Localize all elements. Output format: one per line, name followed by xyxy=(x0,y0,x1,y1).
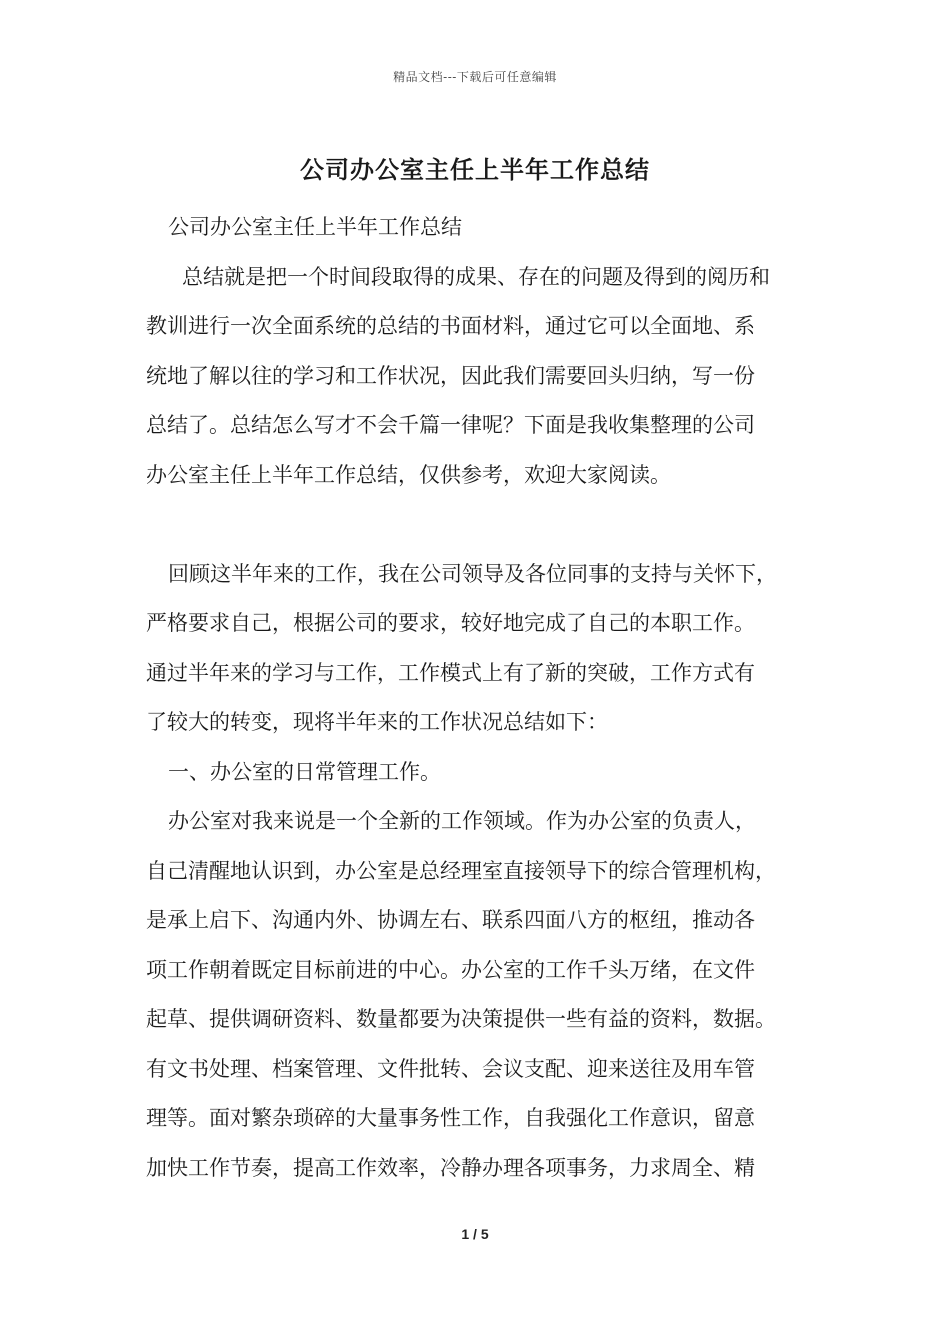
paragraph-line: 办公室主任上半年工作总结，仅供参考，欢迎大家阅读。 xyxy=(146,462,671,487)
paragraph-line: 回顾这半年来的工作，我在公司领导及各位同事的支持与关怀下， xyxy=(168,561,777,586)
paragraph-line: 了较大的转变，现将半年来的工作状况总结如下： xyxy=(146,710,608,734)
section-heading: 一、办公室的日常管理工作。 xyxy=(168,759,441,784)
paragraph-line: 办公室对我来说是一个全新的工作领域。作为办公室的负责人， xyxy=(168,809,756,833)
paragraph-line: 严格要求自己，根据公司的要求，较好地完成了自己的本职工作。 xyxy=(146,611,755,635)
paragraph-line: 理等。面对繁杂琐碎的大量事务性工作，自我强化工作意识，留意 xyxy=(146,1106,755,1130)
paragraph-line: 自己清醒地认识到，办公室是总经理室直接领导下的综合管理机构， xyxy=(146,858,776,883)
document-body xyxy=(146,203,826,1193)
paragraph-line: 起草、提供调研资料、数量都要为决策提供一些有益的资料，数据。 xyxy=(146,1007,776,1031)
paragraph-line: 项工作朝着既定目标前进的中心。办公室的工作千头万绪，在文件 xyxy=(146,957,755,982)
paragraph-line: 是承上启下、沟通内外、协调左右、联系四面八方的枢纽，推动各 xyxy=(146,908,755,932)
paragraph-line: 通过半年来的学习与工作，工作模式上有了新的突破，工作方式有 xyxy=(146,660,755,685)
paragraph-line: 教训进行一次全面系统的总结的书面材料，通过它可以全面地、系 xyxy=(146,314,755,338)
page-number: 1 / 5 xyxy=(461,1226,489,1242)
paragraph-line: 统地了解以往的学习和工作状况，因此我们需要回头归纳，写一份 xyxy=(146,363,755,388)
document-title: 公司办公室主任上半年工作总结 xyxy=(300,155,650,184)
paragraph-line: 总结了。总结怎么写才不会千篇一律呢？下面是我收集整理的公司 xyxy=(146,413,755,437)
subtitle-line: 公司办公室主任上半年工作总结 xyxy=(168,215,462,239)
paragraph-line: 加快工作节奏，提高工作效率，冷静办理各项事务，力求周全、精 xyxy=(146,1155,755,1180)
page-header: 精品文档---下载后可任意编辑 xyxy=(393,70,557,84)
paragraph-gap xyxy=(146,500,826,550)
paragraph-line: 有文书处理、档案管理、文件批转、会议支配、迎来送往及用车管 xyxy=(146,1056,755,1081)
paragraph-line: 总结就是把一个时间段取得的成果、存在的问题及得到的阅历和 xyxy=(182,264,770,289)
